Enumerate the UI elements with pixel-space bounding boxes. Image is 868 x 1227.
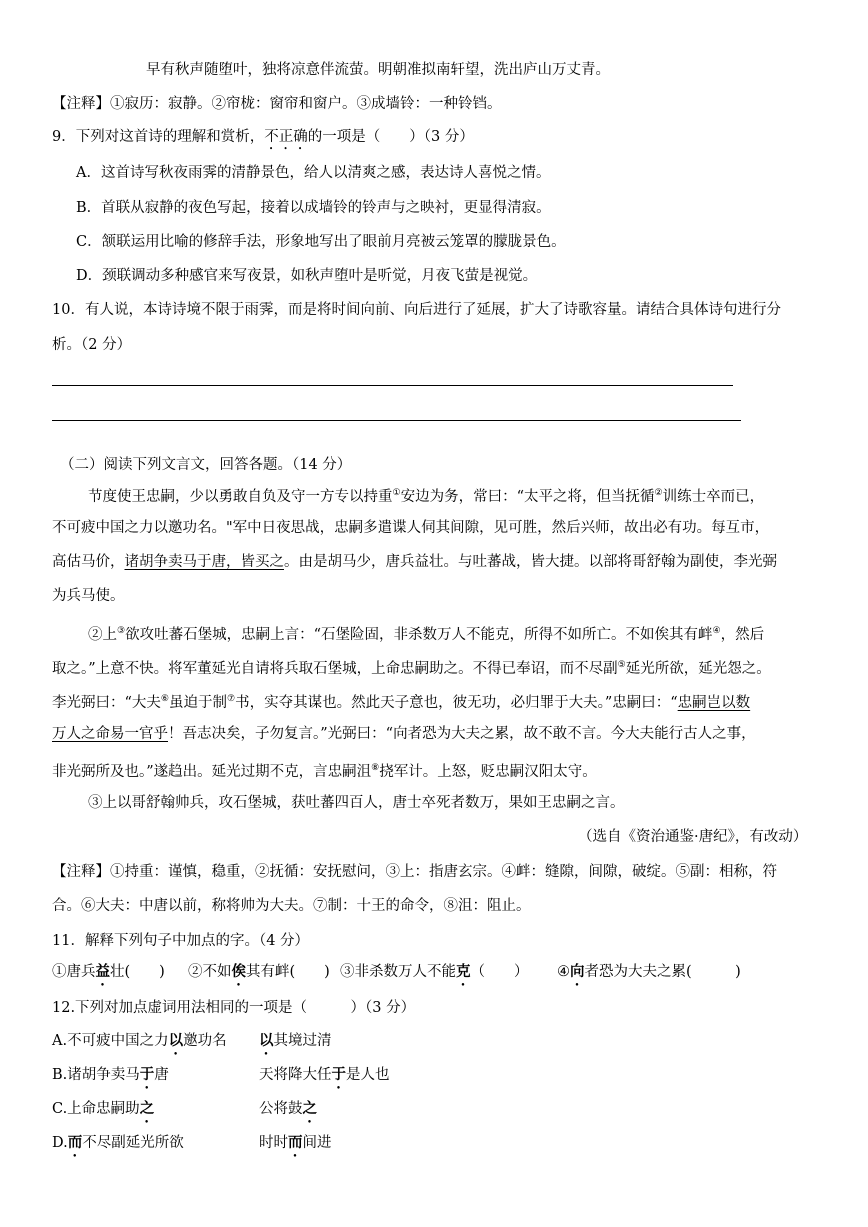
q11-item-3: [340, 961, 529, 989]
passage-p2-line4: [52, 723, 756, 745]
passage-p2-line1: [88, 620, 764, 646]
text-run: 李光弼曰：“大夫: [52, 694, 161, 711]
dotted-char: 之: [302, 1100, 317, 1117]
q9-option-b: B．首联从寂静的夜色写起，接着以成墙铃的铃声与之映衬，更显得清寂。: [76, 200, 551, 216]
q10-line2: 析。（2 分）: [52, 337, 132, 353]
poem-last-line: 早有秋声随堕叶，独将凉意伴流萤。明朝准拟南轩望，洗出庐山万丈青。: [146, 62, 610, 78]
note-marker: ①: [392, 488, 401, 498]
q11-item-4: [557, 961, 741, 989]
text-run: ！吾志决矣，子勿复言。”光弼曰：“向者恐为大夫之累，故不敢不言。今大夫能行古人之事，: [168, 726, 756, 742]
text-run: 者恐为大夫之累( ): [584, 964, 741, 980]
text-run: 壮( ): [110, 964, 165, 980]
q9-option-d: D．颈联调动多种感官来写夜景，如秋声堕叶是听觉，月夜飞萤是视觉。: [76, 268, 538, 284]
dotted-char: 向: [570, 963, 585, 980]
passage-p2-line3: [52, 688, 750, 714]
text-run: 其境过清: [273, 1033, 332, 1049]
q12-option-a-right: [259, 1030, 332, 1058]
q9-prefix: 9．下列对这首诗的理解和赏析，: [52, 129, 265, 145]
text-run: 其有衅( ): [246, 964, 330, 980]
note2-line2: 合。⑥大夫：中唐以前，称将帅为大夫。⑦制：十王的命令，⑧沮：阻止。: [52, 898, 531, 914]
text-run: 虽迫于制: [169, 694, 227, 711]
text-run: 训练士卒而已，: [662, 488, 765, 505]
q12-option-a-left: [52, 1030, 227, 1058]
underlined-sentence: 诸胡争卖马于唐，皆买之: [124, 554, 284, 570]
q12-option-c-right: [259, 1098, 317, 1126]
passage-p2-line5: [52, 757, 597, 783]
text-run: ①唐兵: [52, 964, 96, 980]
passage-p1-line3: [52, 551, 777, 573]
text-run: 挠军计。上怒，贬忠嗣汉阳太守。: [379, 763, 597, 780]
q12-option-c-left: [52, 1098, 154, 1126]
text-run: 间进: [302, 1135, 332, 1151]
underlined-sentence: 忠嗣岂以数: [677, 694, 751, 711]
dotted-char: 俟: [231, 963, 246, 980]
q9-option-c: C．颔联运用比喻的修辞手法，形象地写出了眼前月亮被云笼罩的朦胧景色。: [76, 234, 566, 250]
text-run: 天将降大任: [259, 1067, 332, 1083]
text-run: 非光弼所及也。”遂趋出。延光过期不克，言忠嗣沮: [52, 763, 372, 780]
q12-option-b-left: [52, 1064, 169, 1092]
text-run: ③非杀数万人不能: [340, 964, 456, 980]
q9-stem: [52, 126, 474, 153]
text-run: 。由是胡马少，唐兵益壮。与吐蕃战，皆大捷。以部将哥舒翰为副使，李光弼: [284, 554, 777, 570]
underlined-sentence: 万人之命易一官乎: [52, 726, 168, 742]
text-run: 安边为务，常曰：“太平之将，但当抚循: [400, 488, 655, 505]
note-marker: ⑦: [227, 694, 236, 704]
text-run: 时时: [259, 1135, 288, 1151]
text-run: ②上: [88, 626, 117, 643]
note2-line1: 【注释】①持重：谨慎，稳重，②抚循：安抚慰问，③上：指唐玄宗。④衅：缝隙，间隙，破绽。⑤副：相称，符: [52, 864, 777, 880]
text-run: 唐: [154, 1067, 169, 1083]
text-run: D.: [52, 1135, 68, 1151]
text-run: 节度使王忠嗣，少以勇敢自负及守一方专以持重: [88, 488, 393, 505]
text-run: ④: [557, 964, 570, 980]
dotted-char: 于: [139, 1066, 155, 1083]
text-run: 不尽副延光所欲: [82, 1135, 184, 1151]
dotted-char: 以: [259, 1032, 274, 1049]
q9-option-a: A．这首诗写秋夜雨霁的清静景色，给人以清爽之感，表达诗人喜悦之情。: [76, 165, 551, 181]
passage-p1-line4: 为兵马使。: [52, 588, 125, 604]
text-run: ，然后: [720, 626, 765, 643]
answer-line-1[interactable]: [52, 385, 733, 386]
text-run: C.上命忠嗣助: [52, 1101, 140, 1117]
q9-suffix: 的一项是（ ）（3 分）: [307, 129, 474, 145]
text-run: 是人也: [346, 1067, 390, 1083]
answer-line-2[interactable]: [52, 420, 741, 421]
passage-p3: ③上以哥舒翰帅兵，攻石堡城，获吐蕃四百人，唐士卒死者数万，果如王忠嗣之言。: [88, 795, 625, 811]
note-marker: ⑧: [371, 763, 380, 773]
dotted-char: 克: [456, 963, 471, 980]
passage-p2-line2: [52, 654, 771, 680]
q11-item-2: [188, 961, 330, 989]
text-run: （ ）: [470, 964, 529, 980]
q12-option-d-right: [259, 1132, 332, 1160]
q11-item-1: [52, 961, 165, 989]
text-run: ②不如: [188, 964, 232, 980]
q9-emphasis: 不正确: [264, 129, 308, 145]
note-marker: ④: [712, 626, 721, 636]
q10-line1: 10．有人说，本诗诗境不限于雨霁，而是将时间向前、向后进行了延展，扩大了诗歌容量。请结合具体诗句进行分: [52, 302, 781, 318]
q12-title: 12.下列对加点虚词用法相同的一项是（ ）（3 分）: [52, 1000, 416, 1016]
dotted-char: 于: [331, 1066, 346, 1083]
note-marker: ⑤: [617, 660, 626, 670]
section2-title: （二）阅读下列文言文，回答各题。（14 分）: [60, 457, 352, 473]
poem-note: 【注释】①寂历：寂静。②帘栊：窗帘和窗户。③成墙铃：一种铃铛。: [52, 96, 502, 112]
text-run: B.诸胡争卖马: [52, 1067, 140, 1083]
text-run: 邀功名: [183, 1033, 227, 1049]
note-marker: ②: [654, 488, 663, 498]
passage-p1-line2: 不可疲中国之力以邀功名。"军中日夜思战，忠嗣多遣谍人伺其间隙，见可胜，然后兴师，故出必有功。每互市，: [52, 520, 770, 536]
text-run: A.不可疲中国之力: [52, 1033, 169, 1049]
dotted-char: 益: [95, 963, 110, 980]
dotted-char: 而: [67, 1134, 83, 1151]
text-run: 取之。”上意不快。将军董延光自请将兵取石堡城，上命忠嗣助之。不得已奉诏，而不尽副: [52, 660, 618, 677]
q11-title: 11．解释下列句子中加点的字。（4 分）: [52, 933, 310, 949]
text-run: 公将鼓: [259, 1101, 303, 1117]
q12-option-b-right: [259, 1064, 390, 1092]
passage-source: （选自《资治通鉴·唐纪》，有改动）: [578, 829, 808, 845]
text-run: 书，实夺其谋也。然此天子意也，彼无功，必归罪于大夫。”忠嗣曰：“: [235, 694, 678, 711]
text-run: 高估马价，: [52, 554, 125, 570]
q12-option-d-left: [52, 1132, 184, 1160]
passage-p1-line1: [88, 482, 764, 508]
note-marker: ⑥: [160, 694, 169, 704]
note-marker: ③: [117, 626, 126, 636]
dotted-char: 而: [288, 1134, 303, 1151]
text-run: 欲攻吐蕃石堡城，忠嗣上言：“石堡险固，非杀数万人不能克，所得不如所亡。不如俟其有衅: [125, 626, 713, 643]
dotted-char: 之: [139, 1100, 155, 1117]
text-run: 延光所欲，延光怨之。: [625, 660, 771, 677]
dotted-char: 以: [168, 1032, 184, 1049]
